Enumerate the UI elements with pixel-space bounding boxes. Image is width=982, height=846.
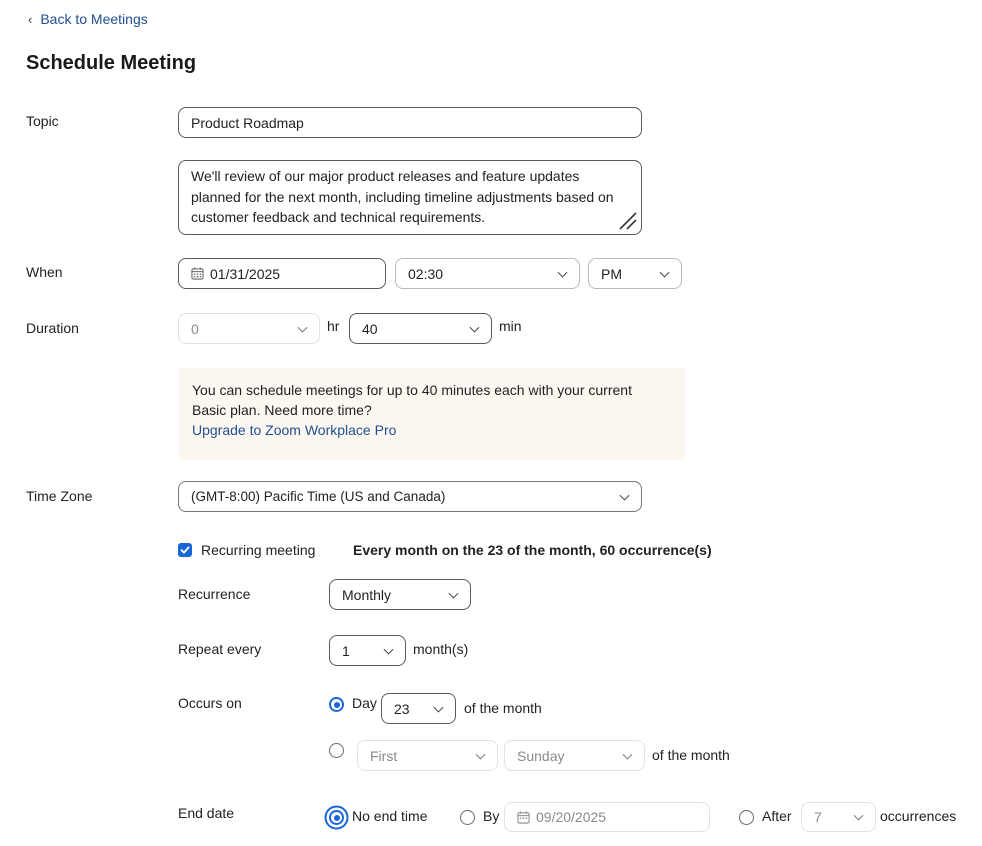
week-ordinal-value: First xyxy=(370,747,398,764)
no-end-time-radio[interactable] xyxy=(329,810,344,825)
duration-minutes-value: 40 xyxy=(362,320,378,337)
day-label: Day xyxy=(352,695,377,711)
when-label: When xyxy=(26,264,63,280)
recurrence-summary: Every month on the 23 of the month, 60 occurrence(s) xyxy=(353,542,712,558)
chevron-down-icon xyxy=(298,322,308,332)
occurrences-label: occurrences xyxy=(880,808,957,824)
chevron-down-icon xyxy=(620,490,630,500)
chevron-down-icon xyxy=(470,322,480,332)
chevron-down-icon xyxy=(558,267,568,277)
occurrences-select[interactable] xyxy=(801,802,876,832)
duration-hours-select[interactable] xyxy=(178,313,320,344)
time-value: 02:30 xyxy=(408,265,444,282)
page-title: Schedule Meeting xyxy=(26,52,197,74)
day-of-month-select[interactable] xyxy=(381,693,456,724)
time-zone-label: Time Zone xyxy=(26,488,93,504)
occurs-on-label: Occurs on xyxy=(178,695,242,711)
chevron-down-icon xyxy=(476,749,486,759)
end-by-radio[interactable] xyxy=(460,810,475,825)
chevron-down-icon xyxy=(434,702,444,712)
date-value: 01/31/2025 xyxy=(210,265,281,282)
of-the-month-label-1: of the month xyxy=(464,700,542,716)
recurrence-value: Monthly xyxy=(342,586,392,603)
occurrences-value: 7 xyxy=(814,809,822,825)
time-zone-value: (GMT-8:00) Pacific Time (US and Canada) xyxy=(191,489,446,504)
plan-limit-notice xyxy=(178,368,686,460)
end-by-date-input[interactable] xyxy=(504,802,710,832)
end-after-radio[interactable] xyxy=(739,810,754,825)
end-by-date-value: 09/20/2025 xyxy=(536,809,607,825)
topic-value: Product Roadmap xyxy=(191,114,304,131)
no-end-time-label: No end time xyxy=(352,808,428,824)
back-to-meetings-link[interactable] xyxy=(28,11,148,27)
repeat-every-label: Repeat every xyxy=(178,641,262,657)
ampm-select[interactable] xyxy=(588,258,682,289)
week-ordinal-select[interactable] xyxy=(357,740,498,771)
upgrade-link[interactable]: Upgrade to Zoom Workplace Pro xyxy=(192,422,397,438)
checkmark-icon xyxy=(180,545,190,555)
notice-text: You can schedule meetings for up to 40 minutes each with your current Basic plan. Need more time? xyxy=(192,382,632,418)
chevron-down-icon xyxy=(449,588,459,598)
repeat-unit-label: month(s) xyxy=(413,641,469,657)
description-value: We'll review of our major product releases and feature updates planned for the next month, including timeline adjustments based on customer feedback and technical requirements. xyxy=(191,168,614,225)
repeat-every-select[interactable] xyxy=(329,635,406,666)
occurs-on-day-radio[interactable] xyxy=(329,697,344,712)
calendar-icon xyxy=(517,811,530,824)
min-unit-label: min xyxy=(499,318,522,334)
end-by-label: By xyxy=(483,808,500,824)
recurrence-select[interactable] xyxy=(329,579,471,610)
topic-input[interactable] xyxy=(178,107,642,138)
chevron-down-icon xyxy=(384,644,394,654)
recurring-label: Recurring meeting xyxy=(201,542,316,558)
of-the-month-label-2: of the month xyxy=(652,747,730,763)
recurrence-label: Recurrence xyxy=(178,586,251,602)
weekday-select[interactable] xyxy=(504,740,645,771)
duration-label: Duration xyxy=(26,320,79,336)
duration-minutes-select[interactable] xyxy=(349,313,492,344)
back-link-label: Back to Meetings xyxy=(40,11,148,27)
weekday-value: Sunday xyxy=(517,747,565,764)
chevron-down-icon xyxy=(660,267,670,277)
end-after-label: After xyxy=(762,808,792,824)
topic-label: Topic xyxy=(26,113,59,129)
chevron-down-icon xyxy=(854,811,864,821)
occurs-on-weekday-radio[interactable] xyxy=(329,743,344,758)
duration-hours-value: 0 xyxy=(191,320,199,337)
description-textarea[interactable] xyxy=(178,160,642,235)
resize-handle-icon[interactable] xyxy=(618,211,638,231)
day-of-month-value: 23 xyxy=(394,700,410,717)
chevron-left-icon: ‹ xyxy=(28,11,33,27)
calendar-icon xyxy=(191,267,204,280)
hr-unit-label: hr xyxy=(327,318,340,334)
chevron-down-icon xyxy=(623,749,633,759)
time-zone-select[interactable] xyxy=(178,481,642,512)
repeat-every-value: 1 xyxy=(342,642,350,659)
date-input[interactable] xyxy=(178,258,386,289)
recurring-checkbox[interactable] xyxy=(178,543,192,557)
ampm-value: PM xyxy=(601,265,622,282)
end-date-label: End date xyxy=(178,805,235,821)
time-select[interactable] xyxy=(395,258,580,289)
